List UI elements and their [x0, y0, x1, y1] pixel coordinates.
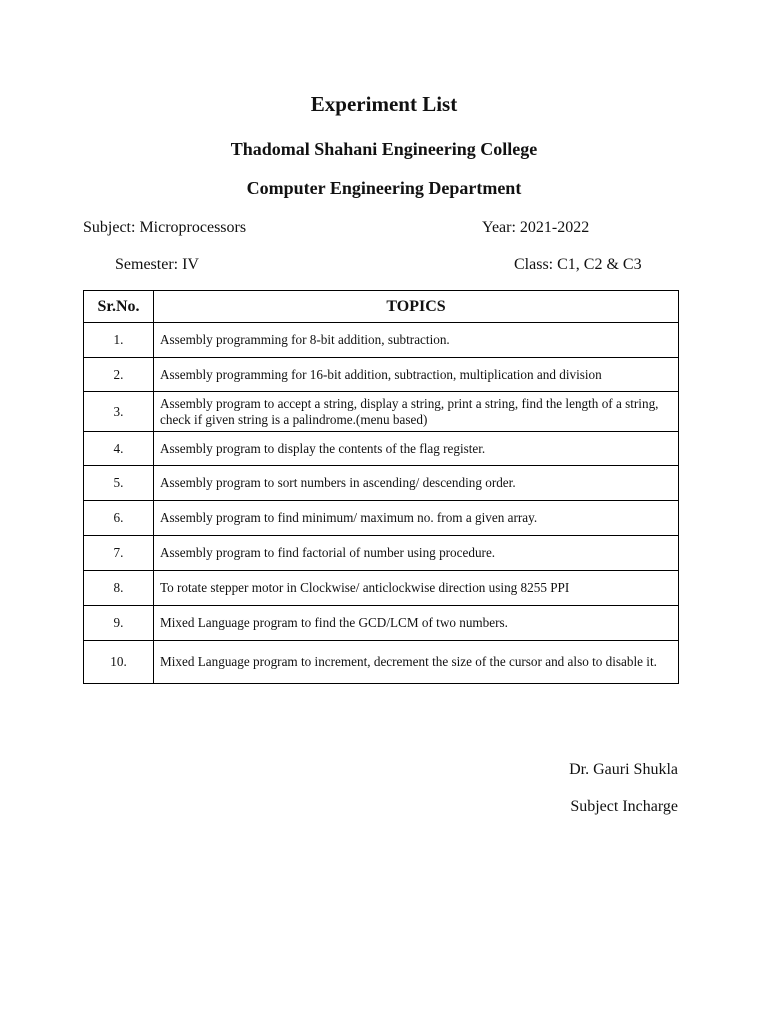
year-label: Year: 2021-2022 [482, 219, 590, 236]
row-number: 1. [84, 323, 154, 358]
table-row [84, 466, 679, 501]
header-sr-no: Sr.No. [84, 291, 154, 323]
row-topic: Assembly program to find minimum/ maximum no. from a given array. [154, 501, 679, 536]
row-topic: Assembly program to accept a string, display a string, print a string, find the length of a string, check if given string is a palindrome.(menu based) [154, 392, 679, 432]
table-row [84, 606, 679, 641]
document-title: Experiment List [310, 92, 458, 116]
experiment-table [83, 290, 679, 684]
table-row [84, 571, 679, 606]
table-row [84, 501, 679, 536]
table-row [84, 323, 679, 358]
row-topic: Assembly program to sort numbers in ascending/ descending order. [154, 466, 679, 501]
row-topic: Assembly programming for 8-bit addition, subtraction. [154, 323, 679, 358]
signatory-role: Subject Incharge [570, 798, 678, 815]
row-number: 6. [84, 501, 154, 536]
row-topic: Mixed Language program to increment, decrement the size of the cursor and also to disable it. [154, 641, 679, 684]
row-number: 8. [84, 571, 154, 606]
row-number: 5. [84, 466, 154, 501]
class-label: Class: C1, C2 & C3 [514, 256, 642, 273]
row-topic: Assembly programming for 16-bit addition, subtraction, multiplication and division [154, 358, 679, 392]
row-number: 9. [84, 606, 154, 641]
row-number: 7. [84, 536, 154, 571]
row-topic: Assembly program to find factorial of number using procedure. [154, 536, 679, 571]
row-topic: Mixed Language program to find the GCD/LCM of two numbers. [154, 606, 679, 641]
row-number: 4. [84, 432, 154, 466]
signatory-name: Dr. Gauri Shukla [569, 761, 678, 778]
row-number: 3. [84, 392, 154, 432]
table-row [84, 536, 679, 571]
college-name: Thadomal Shahani Engineering College [230, 139, 538, 159]
table-row [84, 432, 679, 466]
row-number: 2. [84, 358, 154, 392]
semester-label: Semester: IV [115, 256, 199, 273]
table-row [84, 641, 679, 684]
department-name: Computer Engineering Department [246, 178, 522, 198]
row-topic: Assembly program to display the contents of the flag register. [154, 432, 679, 466]
row-topic: To rotate stepper motor in Clockwise/ anticlockwise direction using 8255 PPI [154, 571, 679, 606]
table-row [84, 392, 679, 432]
row-number: 10. [84, 641, 154, 684]
subject-label: Subject: Microprocessors [83, 219, 247, 236]
table-row [84, 358, 679, 392]
header-topics: TOPICS [154, 291, 679, 323]
table-header-row [84, 291, 679, 323]
